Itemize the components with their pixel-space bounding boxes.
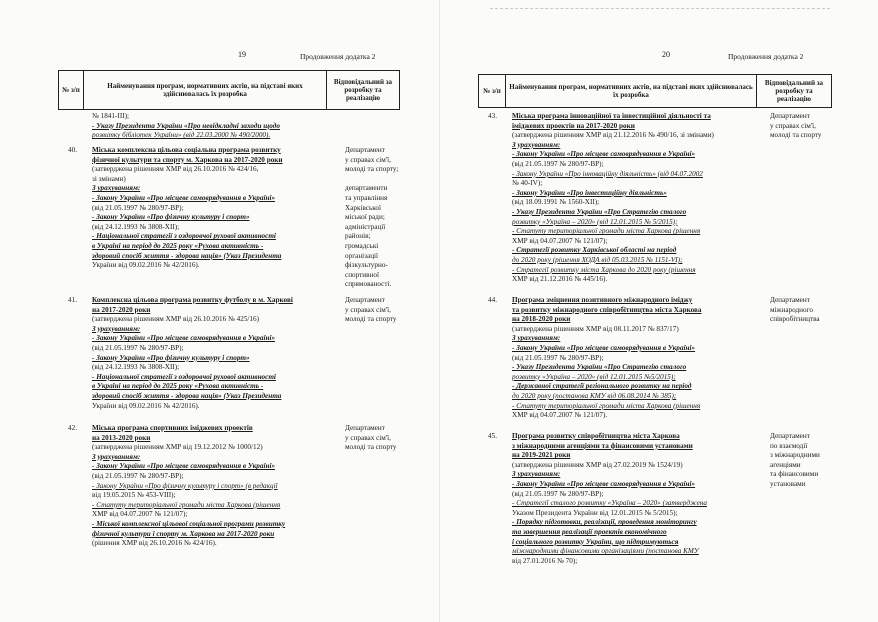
entry-responsible [770, 112, 821, 141]
entry-line: - Міської комплексної цільової соціальної програми розвитку [92, 519, 286, 528]
responsible-line: міської ради; [345, 213, 385, 222]
responsible-line: спрямованості. [345, 280, 392, 289]
table-header [478, 74, 832, 108]
entry-line: (від 21.05.1997 № 280/97-ВР); [92, 471, 184, 480]
right-page [440, 0, 878, 622]
entry-line: здоровий спосіб життя - здорова нація» (Указ Президента [92, 391, 282, 400]
entry-line: до 2020 року (рішення ХОДА від 05.03.2015 № 1151-VІ); [512, 255, 683, 264]
entry-line: іміджевих проектів на 2017-2020 роки [512, 121, 635, 130]
entry-line: (від 21.05.1997 № 280/97-ВР); [92, 203, 184, 212]
entry-line: (затверджена рішенням ХМР від 19.12.2012 № 1000/12) [92, 443, 263, 452]
entry-line: та завершення реалізації проектів економічного [512, 527, 667, 536]
responsible-line: Департамент [345, 296, 385, 304]
entry-line: в Україні на період до 2025 року «Рухова активність - [92, 382, 264, 391]
responsible-line: по взаємодії [770, 441, 808, 450]
entry-line: здоровий спосіб життя - здорова нація» (Указ Президента [92, 251, 282, 260]
responsible-line: молоді та спорту [345, 443, 397, 452]
entry-line: в Україні на період до 2025 року «Рухова активність - [92, 241, 264, 250]
entry-line: - Національної стратегії з оздоровчої рухової активності [92, 372, 276, 381]
entry-line: розвитку бібліотек України» (від 22.03.2000 № 490/2000). [92, 131, 271, 140]
entry-line: фізичної культури та спорту м. Харкова на 2017-2020 роки [92, 155, 283, 164]
page-number: 19 [238, 50, 246, 59]
entry-number: 40. [68, 146, 77, 154]
responsible-line: Департамент [770, 432, 810, 440]
entry-line: З урахуванням: [512, 140, 561, 149]
responsible-line: агенціями [770, 460, 801, 469]
entry-line: - Закону України «Про місцеве самоврядування в Україні» [512, 343, 696, 352]
entry-line: З урахуванням: [92, 452, 141, 461]
entry-line: Міська програма спортивних іміджевих проектів [92, 424, 253, 432]
entry-line: України від 09.02.2016 № 42/2016). [92, 261, 200, 270]
responsible-line: громадські [345, 241, 379, 250]
responsible-line: Департамент [770, 296, 810, 304]
entry-number: 45. [488, 432, 497, 440]
entry-line: (від 18.09.1991 № 1560-ХІІ); [512, 198, 600, 207]
entry-responsible [345, 146, 398, 290]
entry-line: - Закону України «Про фізичну культуру і спорт» [92, 353, 250, 362]
header-responsible: Відповідальний за розробку та реалізацію [327, 71, 400, 110]
entry-line: Міська комплексна цільова соціальна програма розвитку [92, 146, 281, 154]
entry-line: ХМР від 04.07.2007 № 121/07). [512, 411, 608, 420]
entry-line: (від 21.05.1997 № 280/97-ВР); [512, 353, 604, 362]
responsible-line: міжнародного [770, 305, 813, 314]
entry-line: з міжнародними агенціями та фінансовими установами [512, 441, 693, 450]
responsible-line: фізкультурно- [345, 261, 388, 270]
entry-line: - Закону України «Про місцеве самоврядування в Україні» [92, 193, 276, 202]
entry-line: від 19.05.2015 № 453-VІІІ); [92, 491, 176, 500]
entry-line: (рішення ХМР від 26.10.2016 № 424/16). [92, 539, 217, 548]
responsible-line: молоді та спорту [770, 131, 822, 140]
entry-responsible [770, 432, 820, 490]
entry-line: ХМР від 04.07.2007 № 121/07); [512, 236, 608, 245]
responsible-line: Департамент [345, 424, 385, 432]
entry-responsible [345, 296, 396, 325]
entry-line: Міська програма інноваційної та інвестиційної діяльності та [512, 112, 711, 120]
entry-line: (від 21.05.1997 № 280/97-ВР); [92, 343, 184, 352]
entry-number: 43. [488, 112, 497, 120]
entry-line: (затверджена рішенням ХМР від 08.11.2017 № 837/17) [512, 324, 679, 333]
entry-line: міжнародними фінансовими організаціями (постанова КМУ [512, 547, 699, 556]
entry-line: З урахуванням: [512, 470, 561, 479]
entry-line: - Стратегії сталого розвитку «Україна – 2020» (затверджена [512, 499, 707, 508]
entry-line: № 1841-ІІІ); [92, 112, 129, 120]
entry-responsible [345, 424, 396, 453]
entry-line: - Державної стратегії регіонального розвитку на період [512, 382, 692, 391]
entry-line: фізичної культури і спорту м. Харкова на 2017-2020 роки [92, 529, 275, 538]
responsible-line: молоді та спорту [345, 315, 397, 324]
entry-line: - Статуту територіальної громади міста Харкова (рішення [512, 227, 701, 236]
entry-line: - Закону України «Про місцеве самоврядування в Україні» [512, 479, 696, 488]
entry-line: - Закону України «Про місцеве самоврядування в Україні» [512, 150, 696, 159]
responsible-line: молоді та спорту; [345, 165, 399, 174]
entry-line: до 2020 року (постанова КМУ від 06.08.2014 № 385); [512, 391, 677, 400]
entry-line: - Указу Президента України «Про Стратегію сталого [512, 363, 687, 372]
entry-line: Програма зміцнення позитивного міжнародного іміджу [512, 296, 693, 304]
responsible-line: Департамент [770, 112, 810, 120]
responsible-line: з міжнародними [770, 451, 820, 460]
entry-line: (затверджена рішенням ХМР від 27.02.2019 № 1524/19) [512, 460, 683, 469]
responsible-line: Харківської [345, 203, 381, 212]
entry-line: (затверджена рішенням ХМР від 21.12.2016 № 490/16, зі змінами) [512, 131, 714, 140]
header-name: Найменування програм, нормативних актів, на підставі яких здійснювалась їх розробка [506, 75, 757, 108]
entry-line: - Стратегії розвитку Харківської області на період [512, 246, 677, 255]
entry-line: - Закону України «Про інвестиційну діяльність» [512, 188, 667, 197]
responsible-line: співробітництва [770, 315, 820, 324]
responsible-line: та фінансовими [770, 470, 819, 479]
entry-description [92, 296, 328, 411]
entry-line: розвитку «Україна – 2020» (від 12.01.2015 № 5/2015); [512, 217, 678, 226]
responsible-line: у справах сім'ї, [345, 305, 391, 314]
entry-line: - Стратегії розвитку міста Харкова до 2020 року (рішення [512, 265, 696, 274]
responsible-line: у справах сім'ї, [345, 155, 391, 164]
entry-line: від 27.01.2016 № 70); [512, 556, 578, 565]
responsible-line: районів; [345, 232, 371, 241]
entry-line: та розвитку міжнародного співробітництва міста Харкова [512, 305, 702, 314]
entry-line: (від 24.12.1993 № 3808-ХІІ); [92, 222, 180, 231]
header-responsible: Відповідальний за розробку та реалізацію [757, 75, 832, 108]
entry-line: (затверджена рішенням ХМР від 26.10.2016 № 424/16, [92, 165, 259, 174]
entry-line: і соціального розвитку України, що підтримуються [512, 537, 679, 546]
entry-line: - Закону України «Про місцеве самоврядування в Україні» [92, 462, 276, 471]
entry-line: (від 24.12.1993 № 3808-ХІІ); [92, 363, 180, 372]
responsible-line: та управління [345, 193, 388, 202]
entry-line: - Указу Президента України «Про невідкладні заходи щодо [92, 121, 280, 130]
entry-line: З урахуванням: [92, 184, 141, 193]
entry-line: ХМР від 21.12.2016 № 445/16). [512, 275, 608, 284]
entry-description [92, 424, 328, 549]
entry-line: - Статуту територіальної громади міста Харкова (рішення [92, 500, 281, 509]
entry-line: ХМР від 04.07.2007 № 121/07); [92, 510, 188, 519]
entry-line: - Закону України «Про місцеве самоврядування в Україні» [92, 334, 276, 343]
entry-line: зі змінами) [92, 174, 126, 183]
entry-responsible [770, 296, 820, 325]
responsible-line: адміністрації [345, 222, 386, 231]
responsible-line: у справах сім'ї, [345, 433, 391, 442]
entry-description [512, 432, 762, 566]
entry-line: № 40-ІV); [512, 179, 543, 188]
responsible-line: у справах сім'ї, [770, 121, 816, 130]
entry-line: З урахуванням: [512, 334, 561, 343]
entry-line: України від 09.02.2016 № 42/2016). [92, 401, 200, 410]
entry-line: на 2018-2020 роки [512, 315, 571, 324]
header-name: Найменування програм, нормативних актів, на підставі яких здійснювалась їх розробка [84, 71, 327, 110]
responsible-line: спортивної [345, 270, 379, 279]
entry-number: 44. [488, 296, 497, 304]
responsible-line: департаменти [345, 184, 388, 193]
entry-line: - Закону України «Про інноваційну діяльність» (від 04.07.2002 [512, 169, 703, 178]
header-number: № з/п [479, 75, 506, 108]
responsible-line: Департамент [345, 146, 385, 154]
table-header [58, 70, 400, 110]
entry-line: (затверджена рішенням ХМР від 26.10.2016 № 425/16) [92, 315, 260, 324]
entry-number: 41. [68, 296, 77, 304]
entry-number: 42. [68, 424, 77, 432]
responsible-line [345, 175, 398, 185]
responsible-line: установами [770, 479, 806, 488]
continuation-note: Продовження додатка 2 [300, 52, 376, 61]
entry-description [92, 112, 328, 141]
entry-description [512, 112, 762, 285]
entry-line: - Національної стратегії з оздоровчої рухової активності [92, 232, 276, 241]
entry-line: - Закону України «Про фізичну культуру і спорт» [92, 213, 250, 222]
entry-line: на 2013-2020 роки [92, 433, 151, 442]
entry-line: Комплексна цільова програма розвитку футболу в м. Харкові [92, 296, 293, 304]
entry-line: (від 21.05.1997 № 280/97-ВР); [512, 159, 604, 168]
page-number: 20 [662, 50, 670, 59]
entry-description [92, 146, 328, 271]
entry-line: (від 21.05.1997 № 280/97-ВР); [512, 489, 604, 498]
entry-line: на 2019-2021 роки [512, 451, 571, 460]
entry-line: - Порядку підготовки, реалізації, проведення моніторингу [512, 518, 697, 527]
entry-description [512, 296, 762, 421]
entry-line: З урахуванням: [92, 324, 141, 333]
entry-line: - Закону України «Про фізичну культуру і спорт» (в редакції [92, 481, 278, 490]
entry-line: - Указу Президента України «Про Стратегію сталого [512, 207, 687, 216]
entry-line: - Статуту територіальної громади міста Харкова (рішення [512, 401, 701, 410]
entry-line: Указом Президента України від 12.01.2015 № 5/2015); [512, 508, 678, 517]
header-number: № з/п [59, 71, 84, 110]
continuation-note: Продовження додатка 2 [728, 52, 804, 61]
entry-line: Програма розвитку співробітництва міста Харкова [512, 432, 680, 440]
entry-line: розвитку «Україна – 2020» (від 12.01.2015 №5/2015); [512, 372, 676, 381]
entry-line: на 2017-2020 роки [92, 305, 151, 314]
responsible-line: організації [345, 251, 379, 260]
